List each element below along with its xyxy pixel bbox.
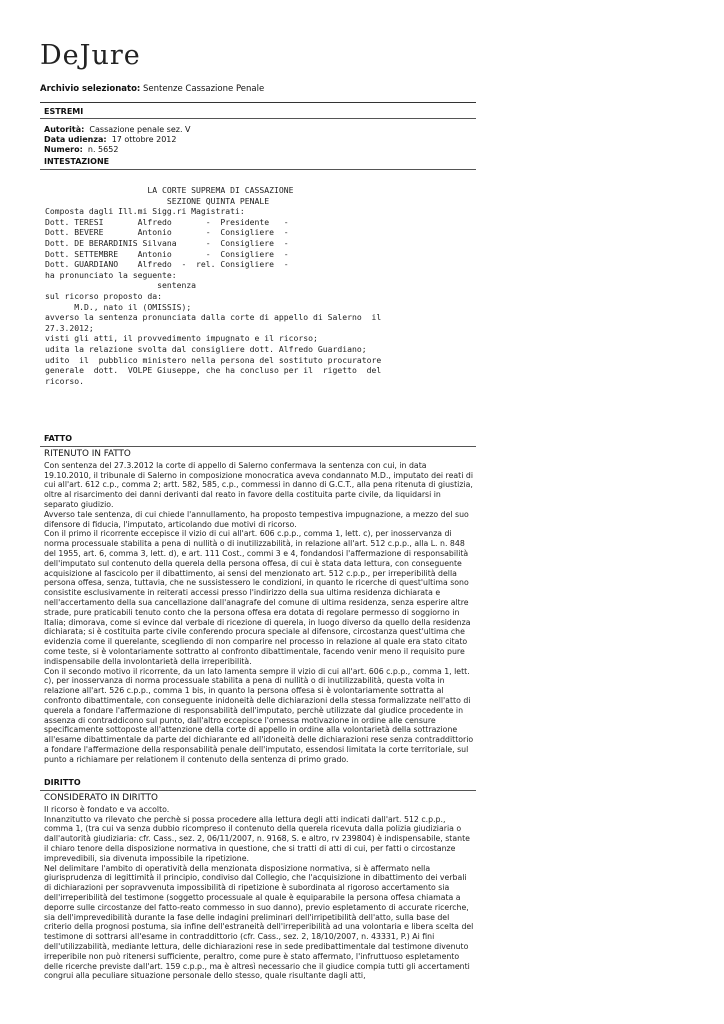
numero-row [44,145,191,155]
autorita-value: Cassazione penale sez. V [89,125,191,134]
fatto-heading: FATTO [44,434,73,443]
fatto-subtitle: RITENUTO IN FATTO [44,449,131,459]
fatto-body [44,450,476,765]
estremi-block [44,125,191,155]
intestazione-heading: INTESTAZIONE [44,157,110,166]
diritto-body [44,794,476,981]
numero-label: Numero: [44,145,83,154]
archive-value: Sentenze Cassazione Penale [143,84,265,94]
diritto-heading: DIRITTO [44,778,81,787]
dejure-logo: DeJure [40,40,141,71]
data-udienza-row [44,135,191,145]
autorita-row [44,125,191,135]
estremi-bottom-rule [40,118,476,119]
estremi-heading: ESTREMI [44,107,84,116]
diritto-paragraph: Innanzitutto va rilevato che perchè si possa procedere alla lettura degli atti indicati dall'art. 512 c.p.p., comma 1, (tra cui va senza dubbio ricompreso il contenuto della querela ricevuta dalla polizia giudiziaria o dall'autorità giudiziaria: cfr. Cass., sez. 2, 06/11/2007, n. 9168, S. e altro, rv 239804) è indispensabile, stante il chiaro tenore della disposizione normativa in questione, che si tratti di atti di cui, per fatti o circostanze imprevedibili, sia divenuta impossibile la ripetizione. [44,814,470,863]
archive-line [40,84,264,94]
archive-label: Archivio selezionato: [40,84,141,94]
data-udienza-value: 17 ottobre 2012 [111,135,177,144]
intestazione-text: LA CORTE SUPREMA DI CASSAZIONE SEZIONE QUINTA PENALE Composta dagli Ill.mi Sigg.ri Magistrati: Dott. TERESI Alfredo - Presidente - Dott. BEVERE Antonio - Consigliere - Dott. DE BERARDINIS Silvana - Consigliere - Dott. SETTEMBRE Antonio - Consigliere - Dott. GUARDIANO Alfredo - rel. Consigliere - ha pronunciato la seguente: sentenza sul ricorso proposto da: M.D., nato il (OMISSIS); avverso la sentenza pronunciata dalla corte di appello di Salerno il 27.3.2012; visti gli atti, il provvedimento impugnato e il ricorso; udita la relazione svolta dal consigliere dott. Alfredo Guardiano; udito il pubblico ministero nella persona del sostituto procuratore generale dott. VOLPE Giuseppe, che ha concluso per il rigetto del ricorso. [45,185,382,386]
fatto-paragraph: Con il secondo motivo il ricorrente, da un lato lamenta sempre il vizio di cui all'art. 606 c.p.p., comma 1, lett. c), per inosservanza di norma processuale stabilita a pena di nullità o di inutilizzabilità, questa volta in relazione all'art. 526 c.p.p., comma 1 bis, in quanto la persona offesa si è volontariamente sottratta al confronto dibattimentale, con conseguente inidoneità delle dichiarazioni della stessa formalizzate nell'atto di querela a fondare l'affermazione di responsabilità dell'imputato, perchè utilizzate dal giudice procedente in assenza di contraddicono sul punto, dall'altro eccepisce l'omessa motivazione in ordine alle censure specificamente sottoposte all'attenzione della corte di appello in ordine alla volontarietà della sottrazione all'esame dibattimentale da parte del dichiarante ed all'idoneità delle dichiarazioni rese senza contraddittorio a fondare l'affermazione della responsabilità penale dell'imputato, essendosi limitata la corte territoriale, sul punto a richiamare per relationem il contenuto della sentenza di primo grado. [44,666,474,764]
autorita-label: Autorità: [44,125,85,134]
data-udienza-label: Data udienza: [44,135,107,144]
fatto-paragraph: Con sentenza del 27.3.2012 la corte di appello di Salerno confermava la sentenza con cui, in data 19.10.2010, il tribunale di Salerno in composizione monocratica aveva condannato M.D., imputato dei reati di cui all'art. 612 c.p., comma 2; artt. 582, 585, c.p., commessi in danno di G.C.T., alla pena ritenuta di giustizia, oltre al risarcimento dei danni derivanti dal reato in favore della costituita parte civile, da liquidarsi in separato giudizio. [44,460,473,509]
diritto-rule [40,790,476,791]
estremi-top-rule [40,102,476,103]
fatto-rule [40,446,476,447]
fatto-paragraph: Avverso tale sentenza, di cui chiede l'annullamento, ha proposto tempestiva impugnazione, a mezzo del suo difensore di fiducia, l'imputato, articolando due motivi di ricorso. [44,509,469,529]
diritto-subtitle: CONSIDERATO IN DIRITTO [44,793,158,803]
intestazione-rule [40,169,476,170]
fatto-paragraph: Con il primo il ricorrente eccepisce il vizio di cui all'art. 606 c.p.p., comma 1, lett. c), per inosservanza di norma processuale stabilita a pena di nullità o di inutilizzabilità, in relazione all'art. 512 c.p.p., alla L. n. 848 del 1955, art. 6, comma 3, lett. d), e art. 111 Cost., commi 3 e 4, fondandosi l'affermazione di responsabilità dell'imputato sul contenuto della querela della persona offesa, di cui è stata data lettura, con conseguente acquisizione al fascicolo per il dibattimento, ai sensi del menzionato art. 512 c.p.p., per irreperibilità della persona offesa, senza, tuttavia, che ne sussistessero le condizioni, in quanto le ricerche di quest'ultima sono consistite esclusivamente in reiterati accessi presso l'indirizzo della sua ultima residenza dichiarata e nell'accertamento della sua cancellazione dall'anagrafe del comune di ultima residenza, senza esperire altre strade, pure praticabili tenuto conto che la persona offesa era dotata di regolare permesso di soggiorno in Italia; dimorava, come si evince dal verbale di ricezione di querela, in luogo diverso da quello della residenza dichiarata; si è costituita parte civile conferendo procura speciale al difensore, circostanza quest'ultima che evidenzia come il querelante, scegliendo di non comparire nel processo in relazione al quale era stato citato come teste, si è volontariamente sottratto al confronto dibattimentale, facendo venir meno il requisito pure indispensabile della involontarietà della irreperibilità. [44,529,471,666]
diritto-paragraph: Il ricorso è fondato e va accolto. [44,804,170,814]
numero-value: n. 5652 [87,145,119,154]
diritto-paragraph: Nel delimitare l'ambito di operatività della menzionata disposizione normativa, si è affermato nella giurisprudenza di legittimità il principio, condiviso dal Collegio, che l'acquisizione in dibattimento dei verbali di dichiarazioni per sopravvenuta impossibilità di ripetizione è subordinata al rigoroso accertamento sia dell'irreperibilità del testimone (soggetto processuale al quale è equiparabile la persona offesa chiamata a deporre sulle circostanze del fatto-reato commesso in suo danno), previo espletamento di accurate ricerche, sia dell'imprevedibilità durante la fase delle indagini preliminari dell'irripetibilità dell'atto, sulla base del criterio della prognosi postuma, sia infine dell'estraneità dell'irreperibilità ad una volontaria e libera scelta del testimone di sottrarsi all'esame in contraddittorio (cfr. Cass., sez. 2, 18/10/2007, n. 43331, P.) Ai fini dell'utilizzabilità, mediante lettura, delle dichiarazioni rese in sede predibattimentale dal testimone divenuto irreperibile non può ritenersi sufficiente, peraltro, come pure è stato affermato, l'infruttuoso espletamento delle ricerche previste dall'art. 159 c.p.p., ma è altresì necessario che il giudice compia tutti gli accertamenti congrui alla peculiare situazione personale dello stesso, quale risultante dagli atti, [44,863,474,981]
